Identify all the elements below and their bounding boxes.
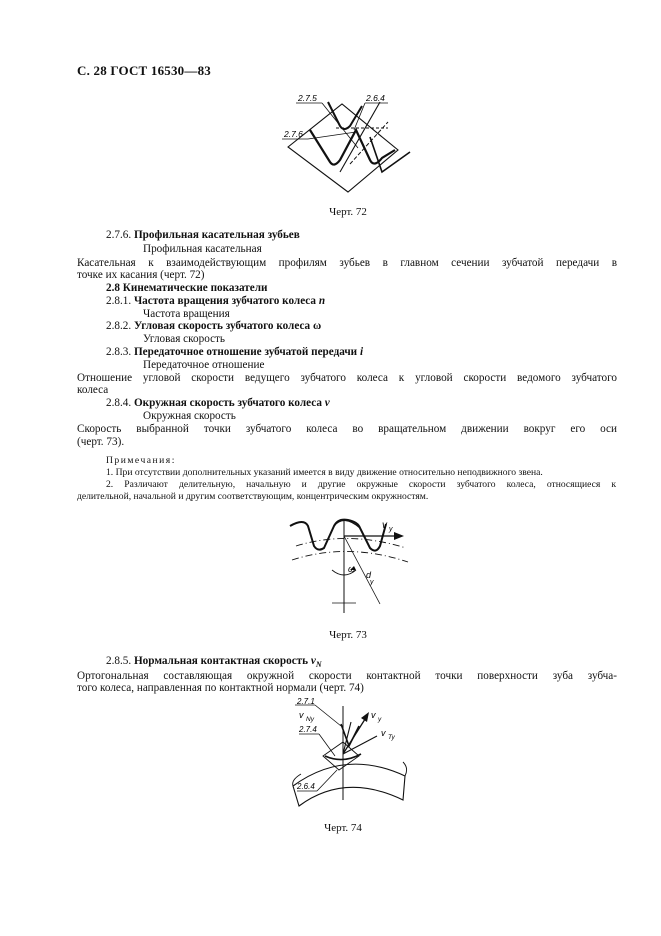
fig73-label-d-subscript: y xyxy=(370,579,374,586)
term-2-8-3-line xyxy=(106,346,646,359)
section-2-8-heading xyxy=(106,282,646,295)
term-2-8-2-line xyxy=(106,320,646,333)
fig74-label-vy-subscript: y xyxy=(378,716,382,723)
notes-heading: Примечания: xyxy=(106,455,176,466)
term-2-8-1-title: Частота вращения зубчатого колеса xyxy=(133,295,317,307)
note-2-line-2: делительной, начальной и другим соответствующим, концентрическим окружностям. xyxy=(77,491,429,502)
section-2-8-number: 2.8 xyxy=(106,282,120,294)
fig74-label-vny: v xyxy=(299,710,304,720)
term-2-8-3-number: 2.8.3. xyxy=(106,346,132,358)
term-2-8-1-short: Частота вращения xyxy=(143,308,230,320)
fig74-label-2-7-1: 2.7.1 xyxy=(297,697,315,706)
term-2-8-4-short: Окружная скорость xyxy=(143,410,236,422)
fig74-label-vty-subscript: Ty xyxy=(388,734,395,741)
fig73-label-v-subscript: y xyxy=(389,526,393,533)
fig72-label-2-7-5: 2.7.5 xyxy=(298,93,317,103)
term-2-8-2-symbol: ω xyxy=(312,320,322,332)
term-2-8-4-title: Окружная скорость зубчатого колеса xyxy=(133,397,322,409)
term-2-7-6-def-1: Касательная к взаимодействующим профилям зубьев в главном сечении зубчатой передачи в xyxy=(77,257,617,269)
fig73-label-d: d xyxy=(366,570,372,580)
fig74-label-2-7-4: 2.7.4 xyxy=(299,725,317,734)
term-2-7-6-def-2: точке их касания (черт. 72) xyxy=(77,269,205,281)
term-2-8-4-number: 2.8.4. xyxy=(106,397,132,409)
term-2-8-5-line xyxy=(106,655,646,671)
fig74-label-vy: v xyxy=(371,710,376,720)
section-2-8-title: Кинематические показатели xyxy=(122,282,268,294)
term-2-8-5-title: Нормальная контактная скорость xyxy=(133,655,309,667)
term-2-8-3-title: Передаточное отношение зубчатой передачи xyxy=(133,346,358,358)
term-2-8-4-def-1: Скорость выбранной точки зубчатого колеса во вращательном движении вокруг его оси xyxy=(77,423,617,435)
figure-72-caption: Черт. 72 xyxy=(329,206,367,218)
term-2-7-6-line xyxy=(106,229,646,242)
term-2-8-1-symbol: n xyxy=(318,295,326,307)
term-2-8-1-line xyxy=(106,295,646,308)
term-2-8-5-def-2: того колеса, направленная по контактной нормали (черт. 74) xyxy=(77,682,364,694)
term-2-8-3-symbol: i xyxy=(359,346,364,358)
term-2-7-6-number: 2.7.6. xyxy=(106,229,132,241)
term-2-8-4-line xyxy=(106,397,646,410)
note-1: 1. При отсутствии дополнительных указаний имеется в виду движение относительно неподвижного звена. xyxy=(106,467,543,478)
term-2-8-2-number: 2.8.2. xyxy=(106,320,132,332)
term-2-8-4-symbol: v xyxy=(324,397,330,409)
fig72-label-2-7-6: 2.7.6 xyxy=(284,129,303,139)
term-2-8-4-def-2: (черт. 73). xyxy=(77,436,125,448)
fig72-label-2-6-4: 2.6.4 xyxy=(366,93,385,103)
term-2-8-2-title: Угловая скорость зубчатого колеса xyxy=(133,320,311,332)
fig74-label-vny-subscript: Ny xyxy=(306,716,314,723)
fig74-label-2-6-4: 2.6.4 xyxy=(297,782,315,791)
note-2-line-1: 2. Различают делительную, начальную и другие окружные скорости зубчатого колеса, относящиеся к xyxy=(106,479,616,490)
page-header: С. 28 ГОСТ 16530—83 xyxy=(77,63,211,78)
fig73-label-omega: ω xyxy=(348,564,356,574)
term-2-8-2-short: Угловая скорость xyxy=(143,333,226,345)
term-2-8-5-symbol: v xyxy=(310,655,316,667)
term-2-8-3-def-2: колеса xyxy=(77,384,109,396)
figure-72 xyxy=(270,92,420,197)
figure-73-caption: Черт. 73 xyxy=(329,629,367,641)
term-2-7-6-short: Профильная касательная xyxy=(143,243,262,255)
term-2-8-1-number: 2.8.1. xyxy=(106,295,132,307)
term-2-8-5-def-1: Ортогональная составляющая окружной скорости контактной точки поверхности зуба зубча- xyxy=(77,670,617,682)
fig73-label-v: v xyxy=(382,520,387,531)
fig74-label-vty: v xyxy=(381,728,386,738)
figure-73 xyxy=(288,508,413,620)
term-2-7-6-title: Профильная касательная зубьев xyxy=(133,229,300,241)
figure-74 xyxy=(285,696,415,808)
term-2-8-3-def-1: Отношение угловой скорости ведущего зубчатого колеса к угловой скорости ведомого зубчатого xyxy=(77,372,617,384)
term-2-8-5-subscript: N xyxy=(315,660,322,670)
term-2-8-3-short: Передаточное отношение xyxy=(143,359,265,371)
term-2-8-5-number: 2.8.5. xyxy=(106,655,132,667)
figure-74-caption: Черт. 74 xyxy=(324,822,362,834)
